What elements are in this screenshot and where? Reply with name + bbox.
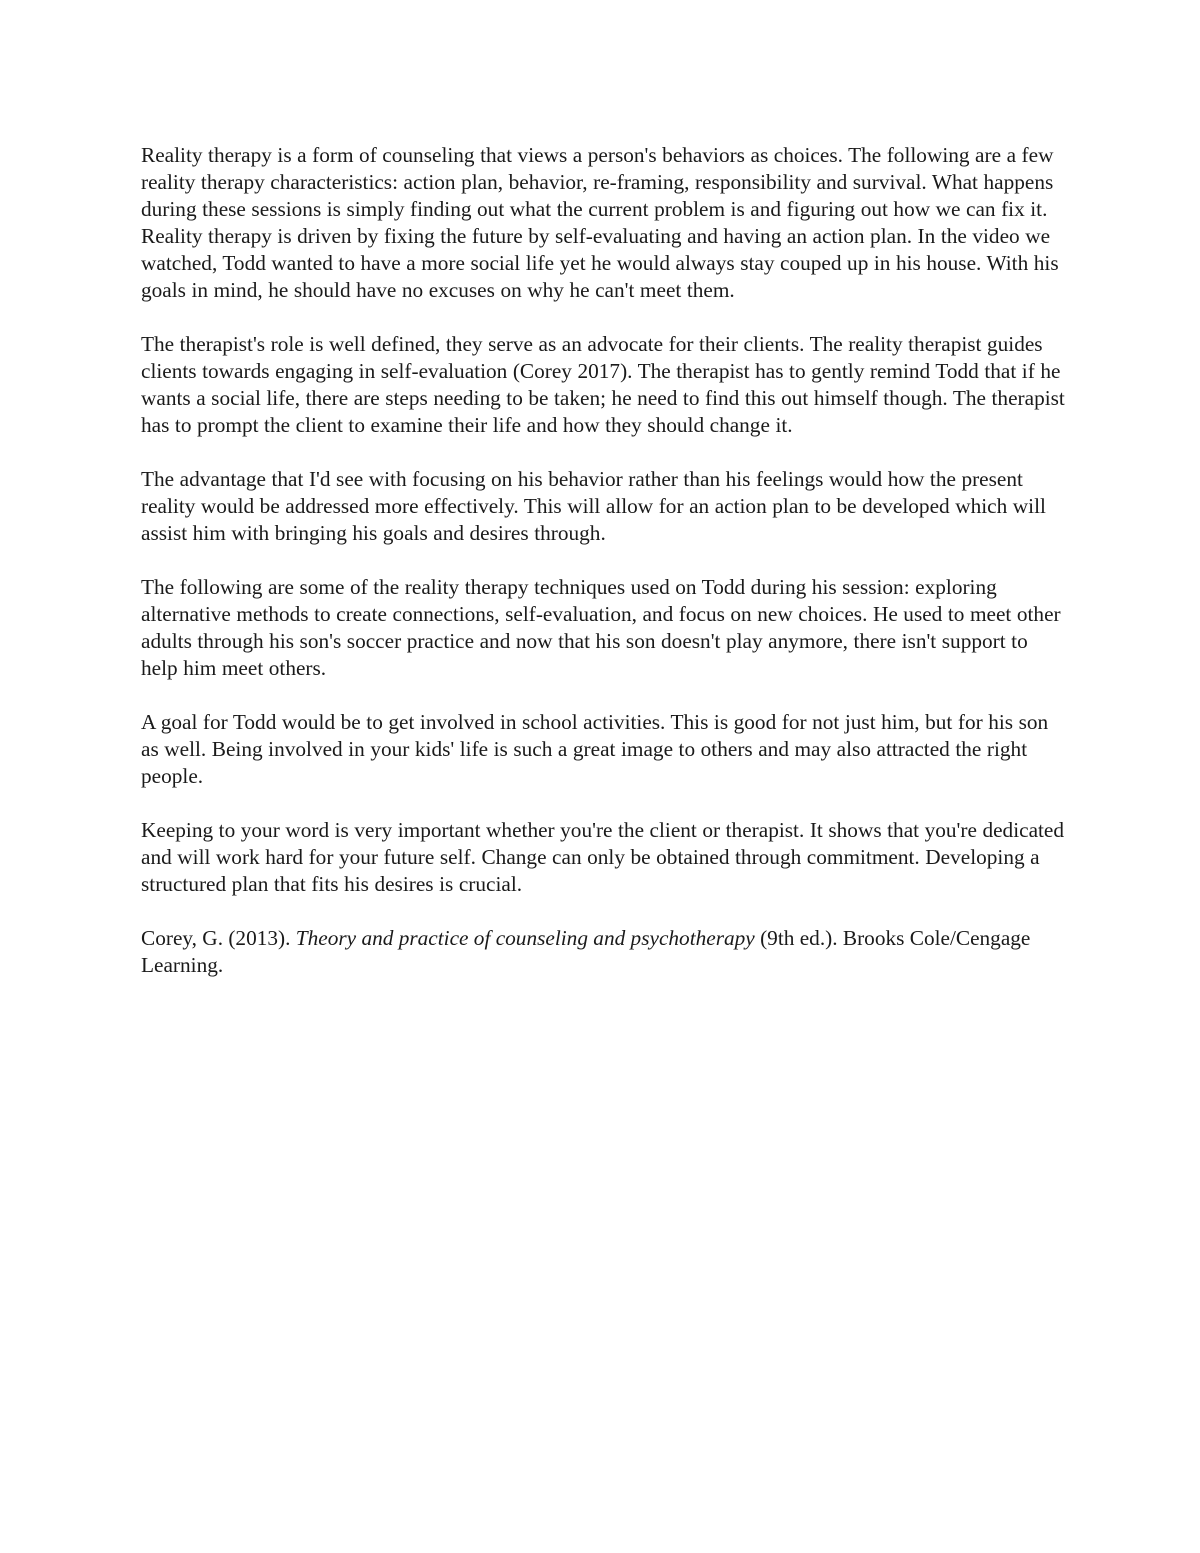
paragraph-behavior-advantage: The advantage that I'd see with focusing on his behavior rather than his feelings would how the present reality would be addressed more effectively. This will allow for an action plan to be developed which will assist him with bringing his goals and desires through. <box>141 467 1046 545</box>
paragraph-reality-therapy-intro: Reality therapy is a form of counseling that views a person's behaviors as choices. The following are a few reality therapy characteristics: action plan, behavior, re-framing, responsibility and survival. What happens during these sessions is simply finding out what the current problem is and figuring out how we can fix it. Reality therapy is driven by fixing the future by self-evaluating and having an action plan. In the video we watched, Todd wanted to have a more social life yet he would always stay couped up in his house. With his goals in mind, he should have no excuses on why he can't meet them. <box>141 143 1059 302</box>
paragraph-commitment: Keeping to your word is very important whether you're the client or therapist. It shows that you're dedicated and will work hard for your future self. Change can only be obtained through commitment. Developing a structured plan that fits his desires is crucial. <box>141 818 1065 896</box>
paragraph-techniques: The following are some of the reality therapy techniques used on Todd during his session: exploring alternative methods to create connections, self-evaluation, and focus on new choices. He used to meet other adults through his son's soccer practice and now that his son doesn't play anymore, there isn't support to help him meet others. <box>141 575 1061 680</box>
paragraph-goal: A goal for Todd would be to get involved in school activities. This is good for not just him, but for his son as well. Being involved in your kids' life is such a great image to others and may also attracted the right people. <box>141 710 1049 788</box>
document-page <box>141 142 1066 979</box>
reference-title: Theory and practice of counseling and psychotherapy <box>295 926 755 950</box>
reference-citation <box>141 925 1066 979</box>
paragraph-therapist-role: The therapist's role is well defined, they serve as an advocate for their clients. The reality therapist guides clients towards engaging in self-evaluation (Corey 2017). The therapist has to gently remind Todd that if he wants a social life, there are steps needing to be taken; he need to find this out himself though. The therapist has to prompt the client to examine their life and how they should change it. <box>141 332 1065 437</box>
reference-author-year: Corey, G. (2013). <box>141 926 296 950</box>
reference-publisher: (9th ed.). Brooks Cole/Cengage Learning. <box>141 926 1031 977</box>
